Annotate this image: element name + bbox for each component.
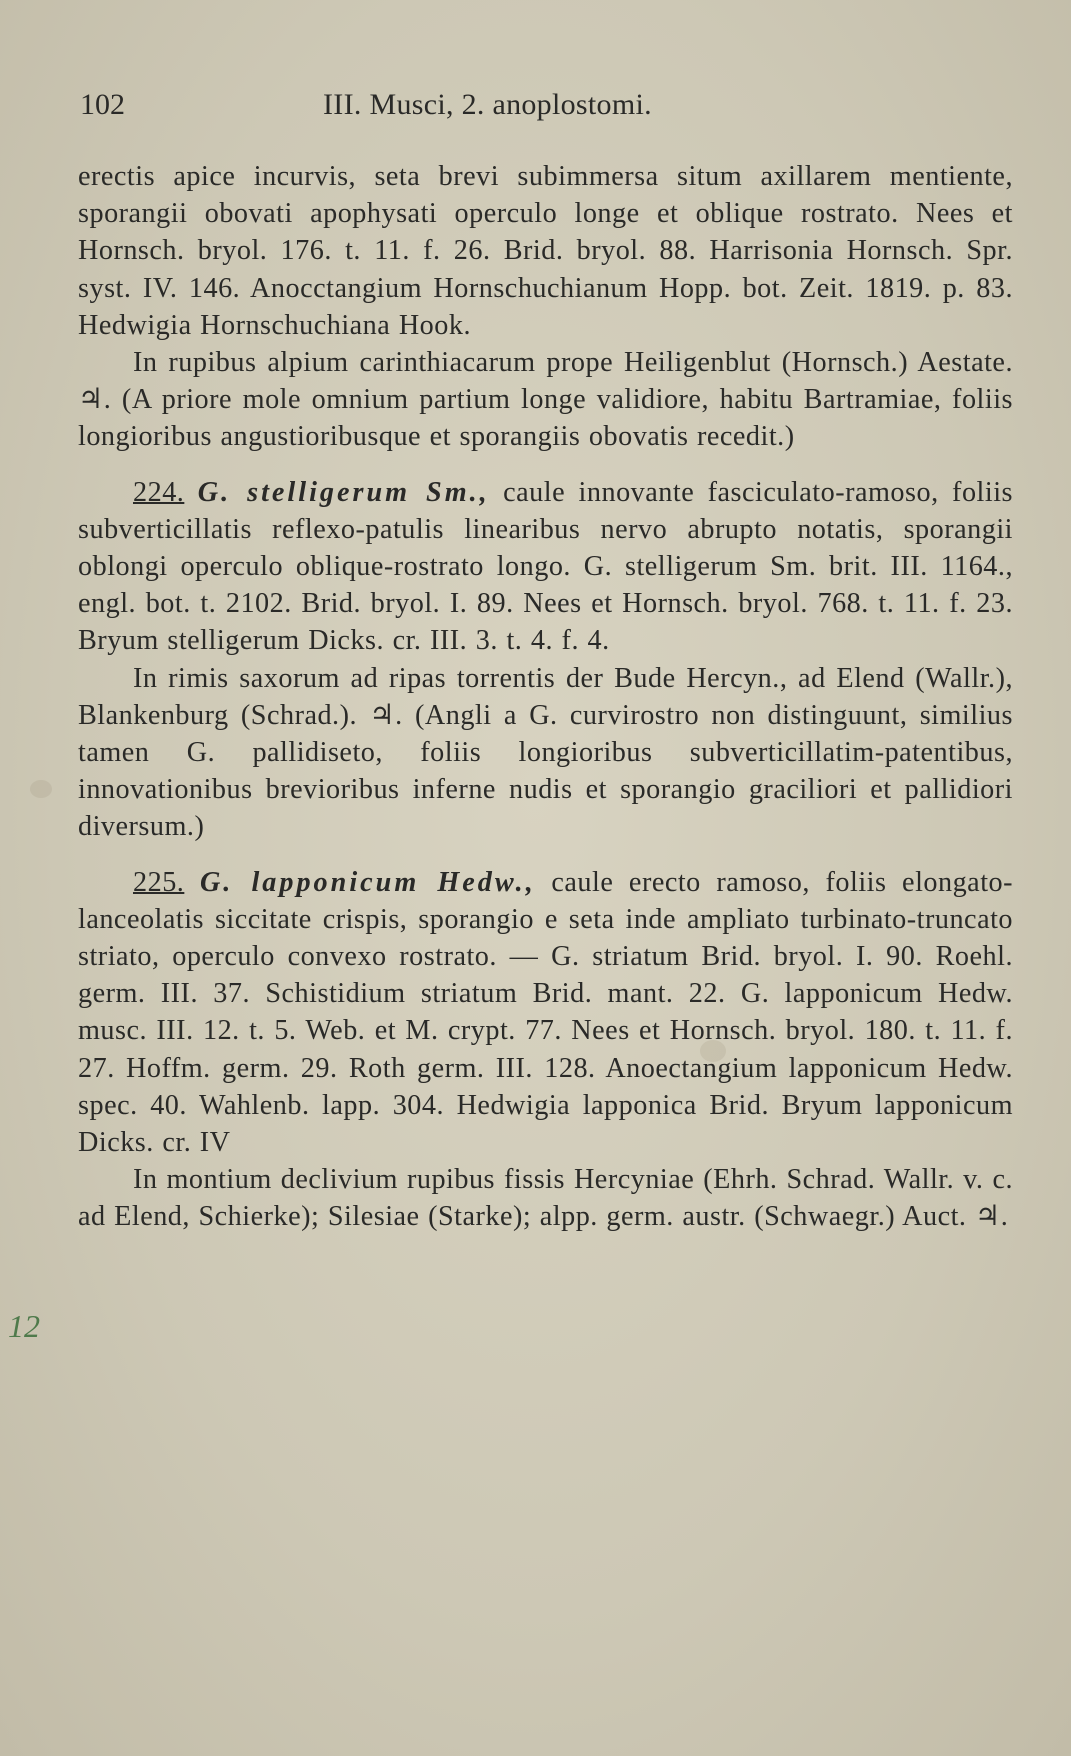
paper-stain <box>30 780 52 798</box>
species-entry-224 <box>78 474 1013 660</box>
habitat-paragraph: In rupibus alpium carinthiacarum prope Heiligenblut (Hornsch.) Aestate. ♃. (A priore mole omnium partium longe validiore, habitu Bartramiae, foliis longioribus angustioribusque et sporangiis obovatis recedit.) <box>78 347 1013 453</box>
paragraph-continuation: erectis apice incurvis, seta brevi subimmersa situm axillarem mentiente, sporangii obovati apophysati operculo longe et oblique rostrato. Nees et Hornsch. bryol. 176. t. 11. f. 26. Brid. bryol. 88. Harrisonia Hornsch. Spr. syst. IV. 146. Anocctangium Hornschuchianum Hopp. bot. Zeit. 1819. p. 83. Hedwigia Hornschuchiana Hook. <box>78 161 1013 341</box>
species-number: 224. <box>133 476 185 508</box>
species-name: G. lapponicum Hedw., <box>199 866 536 898</box>
species-number: 225. <box>133 866 185 898</box>
species-name: G. stelligerum Sm., <box>197 476 490 508</box>
handwritten-margin-note: 12 <box>8 1308 40 1344</box>
book-page <box>78 88 1013 1688</box>
species-entry-225 <box>78 864 1013 1162</box>
page-header <box>78 88 1013 128</box>
page-body <box>78 158 1013 1236</box>
species-description: caule innovante fasciculato-ramoso, foliis subverticillatis reflexo-patulis linearibus nervo abrupto notatis, sporangii oblongi operculo oblique-rostrato longo. G. stelligerum Sm. brit. III. 1164., engl. bot. t. 2102. Brid. bryol. I. 89. Nees et Hornsch. bryol. 768. t. 11. f. 23. Bryum stelligerum Dicks. cr. III. 3. t. 4. f. 4. <box>78 476 1013 657</box>
habitat-paragraph: In rimis saxorum ad ripas torrentis der Bude Hercyn., ad Elend (Wallr.), Blankenburg (Schrad.). ♃. (Angli a G. curvirostro non distinguunt, similius tamen G. pallidiseto, foliis longioribus subverticillatim-patentibus, innovationibus brevioribus inferne nudis et sporangio graciliori et pallidiori diversum.) <box>78 662 1013 843</box>
running-head: III. Musci, 2. anoplostomi. <box>323 88 652 121</box>
page-number: 102 <box>80 88 125 121</box>
species-description: caule erecto ramoso, foliis elongato-lanceolatis siccitate crispis, sporangio e seta inde ampliato turbinato-truncato striato, operculo convexo rostrato. — G. striatum Brid. bryol. I. 90. Roehl. germ. III. 37. Schistidium striatum Brid. mant. 22. G. lapponicum Hedw. musc. III. 12. t. 5. Web. et M. crypt. 77. Nees et Hornsch. bryol. 180. t. 11. f. 27. Hoffm. germ. 29. Roth germ. III. 128. Anoectangium lapponicum Hedw. spec. 40. Wahlenb. lapp. 304. Hedwigia lapponica Brid. Bryum lapponicum Dicks. cr. IV <box>78 866 1014 1159</box>
habitat-paragraph: In montium declivium rupibus fissis Hercyniae (Ehrh. Schrad. Wallr. v. c. ad Elend, Schierke); Silesiae (Starke); alpp. germ. austr. (Schwaegr.) Auct. ♃. <box>78 1164 1013 1233</box>
